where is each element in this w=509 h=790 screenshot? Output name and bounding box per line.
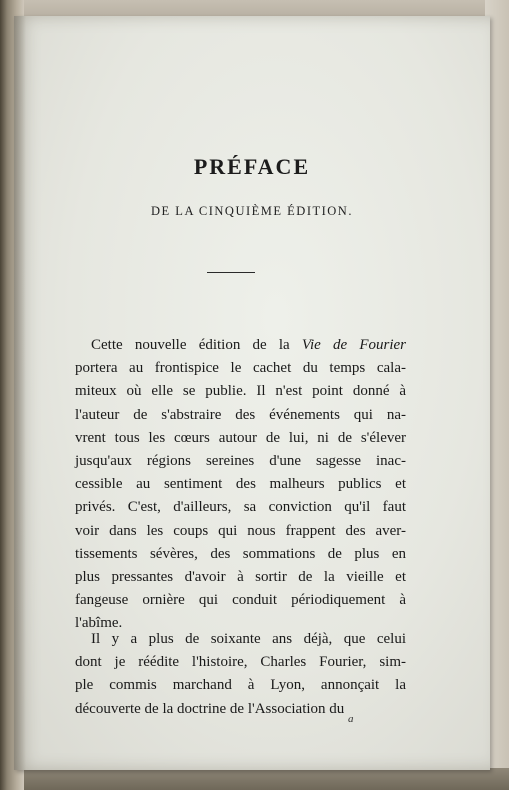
- text-run: tissements sévères, des sommations de plus en: [75, 545, 406, 562]
- italic-title: Vie de Fourier: [301, 337, 407, 353]
- text-line: [75, 543, 406, 566]
- text-line: [75, 698, 406, 721]
- text-line: [75, 404, 406, 427]
- text-run: plus pressantes d'avoir à sortir de la vieille et: [75, 568, 406, 585]
- signature-mark: a: [348, 713, 354, 725]
- text-line: [75, 450, 406, 473]
- cover-edge-bottom: [0, 768, 509, 790]
- text-run: l'abîme.: [75, 615, 123, 632]
- text-run: fangeuse ornière qui conduit périodiquement à: [75, 592, 406, 609]
- text-run: Il y a plus de soixante ans déjà, que celui: [91, 631, 406, 647]
- text-line: [75, 628, 406, 651]
- text-run: dont je réédite l'histoire, Charles Fourier, sim-: [75, 654, 406, 671]
- text-run: cessible au sentiment des malheurs publics et: [75, 476, 406, 493]
- text-line: [75, 674, 406, 697]
- section-divider: [207, 272, 255, 273]
- text-run: miteux où elle se publie. Il n'est point donné à: [75, 383, 406, 400]
- text-line: [75, 496, 406, 519]
- text-run: voir dans les coups qui nous frappent des aver-: [75, 522, 406, 539]
- text-run: découverte de la doctrine de l'Association du: [75, 700, 345, 717]
- text-run: portera au frontispice le cachet du temps cala-: [75, 360, 406, 377]
- text-line: [75, 427, 406, 450]
- text-line: [75, 357, 406, 380]
- text-line: [75, 380, 406, 403]
- text-line: [75, 334, 406, 357]
- text-line: [75, 651, 406, 674]
- text-run: privés. C'est, d'ailleurs, sa conviction qu'il faut: [75, 499, 406, 516]
- paragraph-1: [75, 334, 406, 635]
- text-line: [75, 520, 406, 543]
- text-run: l'auteur de s'abstraire des événements qui na-: [75, 406, 406, 423]
- paragraph-2: [75, 628, 406, 721]
- book-page: [14, 16, 490, 770]
- text-run: Cette nouvelle édition de la: [91, 337, 302, 353]
- text-line: [75, 566, 406, 589]
- page-title: PRÉFACE: [193, 154, 311, 179]
- page-subtitle: DE LA CINQUIÈME ÉDITION.: [151, 204, 353, 218]
- page-gutter-shadow: [14, 16, 26, 770]
- text-run: vrent tous les cœurs autour de lui, ni de s'élever: [75, 429, 406, 446]
- text-run: jusqu'aux régions sereines d'une sagesse inac-: [75, 452, 406, 469]
- text-line: [75, 589, 406, 612]
- text-line: [75, 473, 406, 496]
- text-run: ple commis marchand à Lyon, annonçait la: [75, 677, 406, 694]
